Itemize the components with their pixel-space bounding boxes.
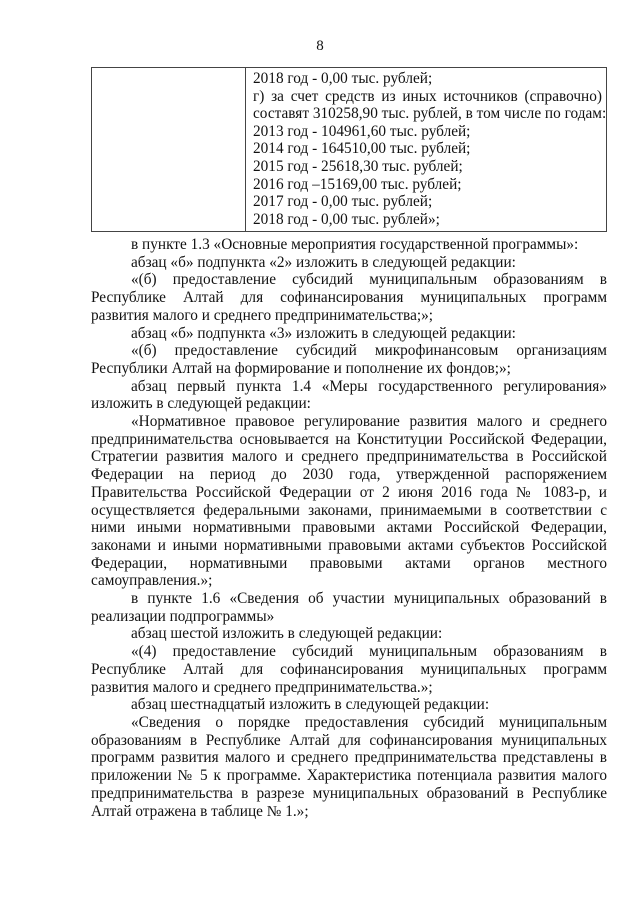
paragraph-line: изложить в следующей редакции: [91, 395, 311, 413]
table-cell-empty [92, 68, 246, 232]
paragraph-line: «(4) предоставление субсидий муниципальным образованиям в [131, 643, 607, 661]
paragraph-line: Республике Алтай для софинансирования муниципальных программ [91, 289, 607, 307]
paragraph-line: абзац «б» подпункта «3» изложить в следующей редакции: [131, 324, 516, 342]
paragraph-line: образованиям в Республике Алтай для софинансирования муниципальных [91, 731, 607, 749]
paragraph-line: программ развития малого и среднего предпринимательства представлены в [91, 749, 607, 767]
table-line: 2015 год - 25618,30 тыс. рублей; [253, 157, 463, 175]
paragraph-line: реализации подпрограммы» [91, 607, 275, 625]
page-number: 8 [316, 38, 324, 54]
table-line: 2014 год - 164510,00 тыс. рублей; [253, 140, 471, 158]
table-line: составят 310258,90 тыс. рублей, в том числе по годам: [253, 105, 607, 123]
paragraph-line: Алтай отражена в таблице № 1.»; [91, 802, 309, 820]
paragraph-line: осуществляется федеральными законами, принимаемыми в соответствии с [91, 501, 607, 519]
paragraph-line: предпринимательства в разрезе муниципальных образований в Республике [91, 784, 607, 802]
paragraph-line: абзац первый пункта 1.4 «Меры государственного регулирования» [131, 377, 607, 395]
paragraph-line: самоуправления.»; [91, 572, 213, 590]
paragraph-line: в пункте 1.6 «Сведения об участии муниципальных образований в [131, 590, 607, 608]
paragraph-line: «Нормативное правовое регулирование развития малого и среднего [131, 413, 607, 431]
paragraph-line: абзац шестнадцатый изложить в следующей редакции: [131, 696, 490, 714]
paragraph-line: Федерации, нормативными правовыми актами органов местного [91, 554, 607, 572]
funding-table [91, 67, 607, 232]
paragraph-line: Республики Алтай на формирование и пополнение их фондов;»; [91, 359, 511, 377]
paragraph-line: Федерации на период до 2030 года, утвержденной распоряжением [91, 466, 607, 484]
paragraph-line: Республике Алтай для софинансирования муниципальных программ [91, 660, 607, 678]
table-line: 2018 год - 0,00 тыс. рублей; [253, 70, 433, 87]
table-line: г) за счет средств из иных источников (справочно) [253, 87, 602, 105]
table-line: 2013 год - 104961,60 тыс. рублей; [253, 122, 471, 140]
table-line: 2016 год –15169,00 тыс. рублей; [253, 175, 462, 193]
paragraph-line: абзац шестой изложить в следующей редакции: [131, 625, 443, 643]
paragraph-line: «(б) предоставление субсидий микрофинансовым организациям [131, 342, 607, 360]
paragraph-line: Правительства Российской Федерации от 2 июня 2016 года № 1083-р, и [91, 483, 607, 501]
paragraph-line: Стратегии развития малого и среднего предпринимательства в Российской [91, 448, 607, 466]
paragraph-line: предпринимательства основывается на Конституции Российской Федерации, [91, 430, 607, 448]
document-body [91, 236, 607, 820]
table-line: 2018 год - 0,00 тыс. рублей»; [253, 210, 440, 228]
paragraph-line: абзац «б» подпункта «2» изложить в следующей редакции: [131, 253, 516, 271]
paragraph-line: «(б) предоставление субсидий муниципальным образованиям в [131, 271, 607, 289]
paragraph-line: развития малого и среднего предпринимательства;»; [91, 306, 434, 324]
paragraph-line: приложении № 5 к программе. Характеристика потенциала развития малого [91, 767, 607, 785]
paragraph-line: в пункте 1.3 «Основные мероприятия государственной программы»: [131, 236, 579, 253]
paragraph-line: развития малого и среднего предпринимательства.»; [91, 678, 433, 696]
paragraph-line: «Сведения о порядке предоставления субсидий муниципальным [131, 713, 607, 731]
paragraph-line: законами и иными нормативными правовыми актами субъектов Российской [91, 536, 607, 554]
table-row [92, 68, 607, 232]
table-line: 2017 год - 0,00 тыс. рублей; [253, 193, 433, 211]
paragraph-line: ними иными нормативными правовыми актами Российской Федерации, [91, 519, 607, 537]
table-cell-funding [246, 68, 607, 232]
